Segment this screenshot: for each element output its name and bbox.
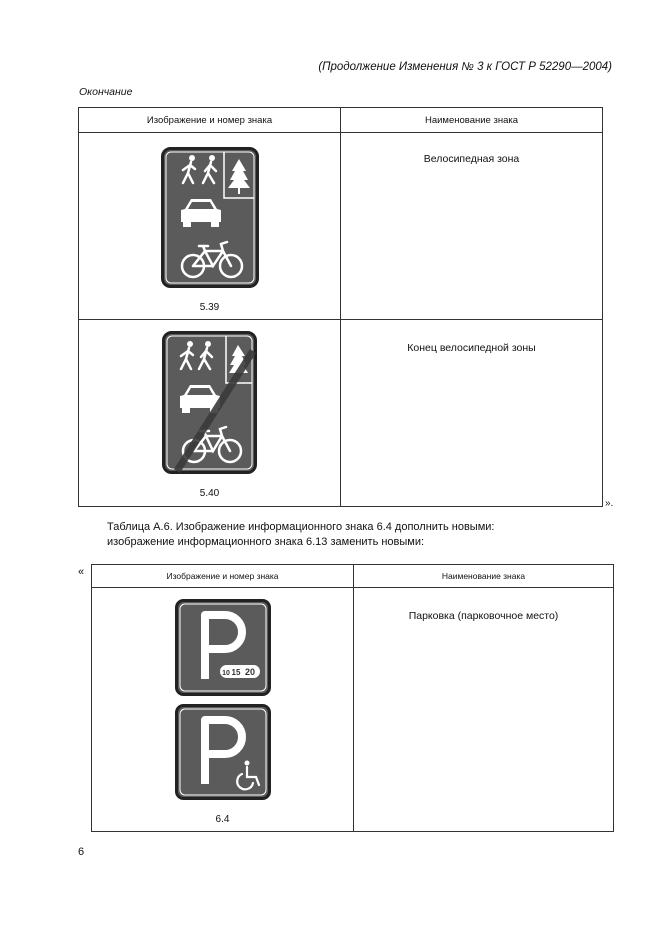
parking-time-sign-icon	[175, 599, 271, 696]
col-header-name: Наименование знака	[341, 108, 603, 133]
parking-disabled-sign-icon	[175, 704, 271, 800]
sign-name-cell	[341, 133, 603, 320]
end-bicycle-zone-sign-icon	[162, 331, 257, 474]
sign-name: Конец велосипедной зоны	[407, 342, 536, 354]
sign-name-cell	[354, 588, 614, 832]
time-plate-text: 15	[231, 668, 240, 677]
sign-number: 6.4	[215, 814, 230, 825]
table-row	[79, 320, 603, 507]
bicycle-zone-sign-icon	[161, 147, 259, 288]
paragraph-line-2: изображение информационного знака 6.13 заменить новыми:	[107, 536, 425, 548]
time-plate-text: 20	[244, 667, 255, 677]
col-header-image: Изображение и номер знака	[92, 565, 354, 588]
sign-name-cell	[341, 320, 603, 507]
opening-quote: «	[78, 566, 85, 578]
time-plate-text: 10	[221, 670, 230, 677]
sign-number: 5.39	[199, 302, 220, 313]
col-header-image: Изображение и номер знака	[79, 108, 341, 133]
sign-name: Парковка (парковочное место)	[408, 610, 559, 622]
signs-table-2	[91, 564, 614, 832]
paragraph-line-1: Таблица А.6. Изображение информационного знака 6.4 дополнить новыми:	[107, 521, 495, 533]
sign-number: 5.40	[199, 488, 220, 499]
signs-table-1	[78, 107, 603, 507]
col-header-name: Наименование знака	[354, 565, 614, 588]
closing-quote: ».	[605, 498, 614, 509]
sign-name: Велосипедная зона	[423, 153, 520, 165]
table-row	[79, 133, 603, 320]
sign-image-cell	[79, 320, 341, 507]
sign-image-cell	[92, 588, 354, 832]
table-row	[92, 588, 614, 832]
continuation-note: (Продолжение Изменения № 3 к ГОСТ Р 52290—2004)	[318, 61, 612, 73]
ending-caption: Окончание	[79, 86, 133, 98]
page-number: 6	[78, 846, 85, 858]
sign-image-cell	[79, 133, 341, 320]
